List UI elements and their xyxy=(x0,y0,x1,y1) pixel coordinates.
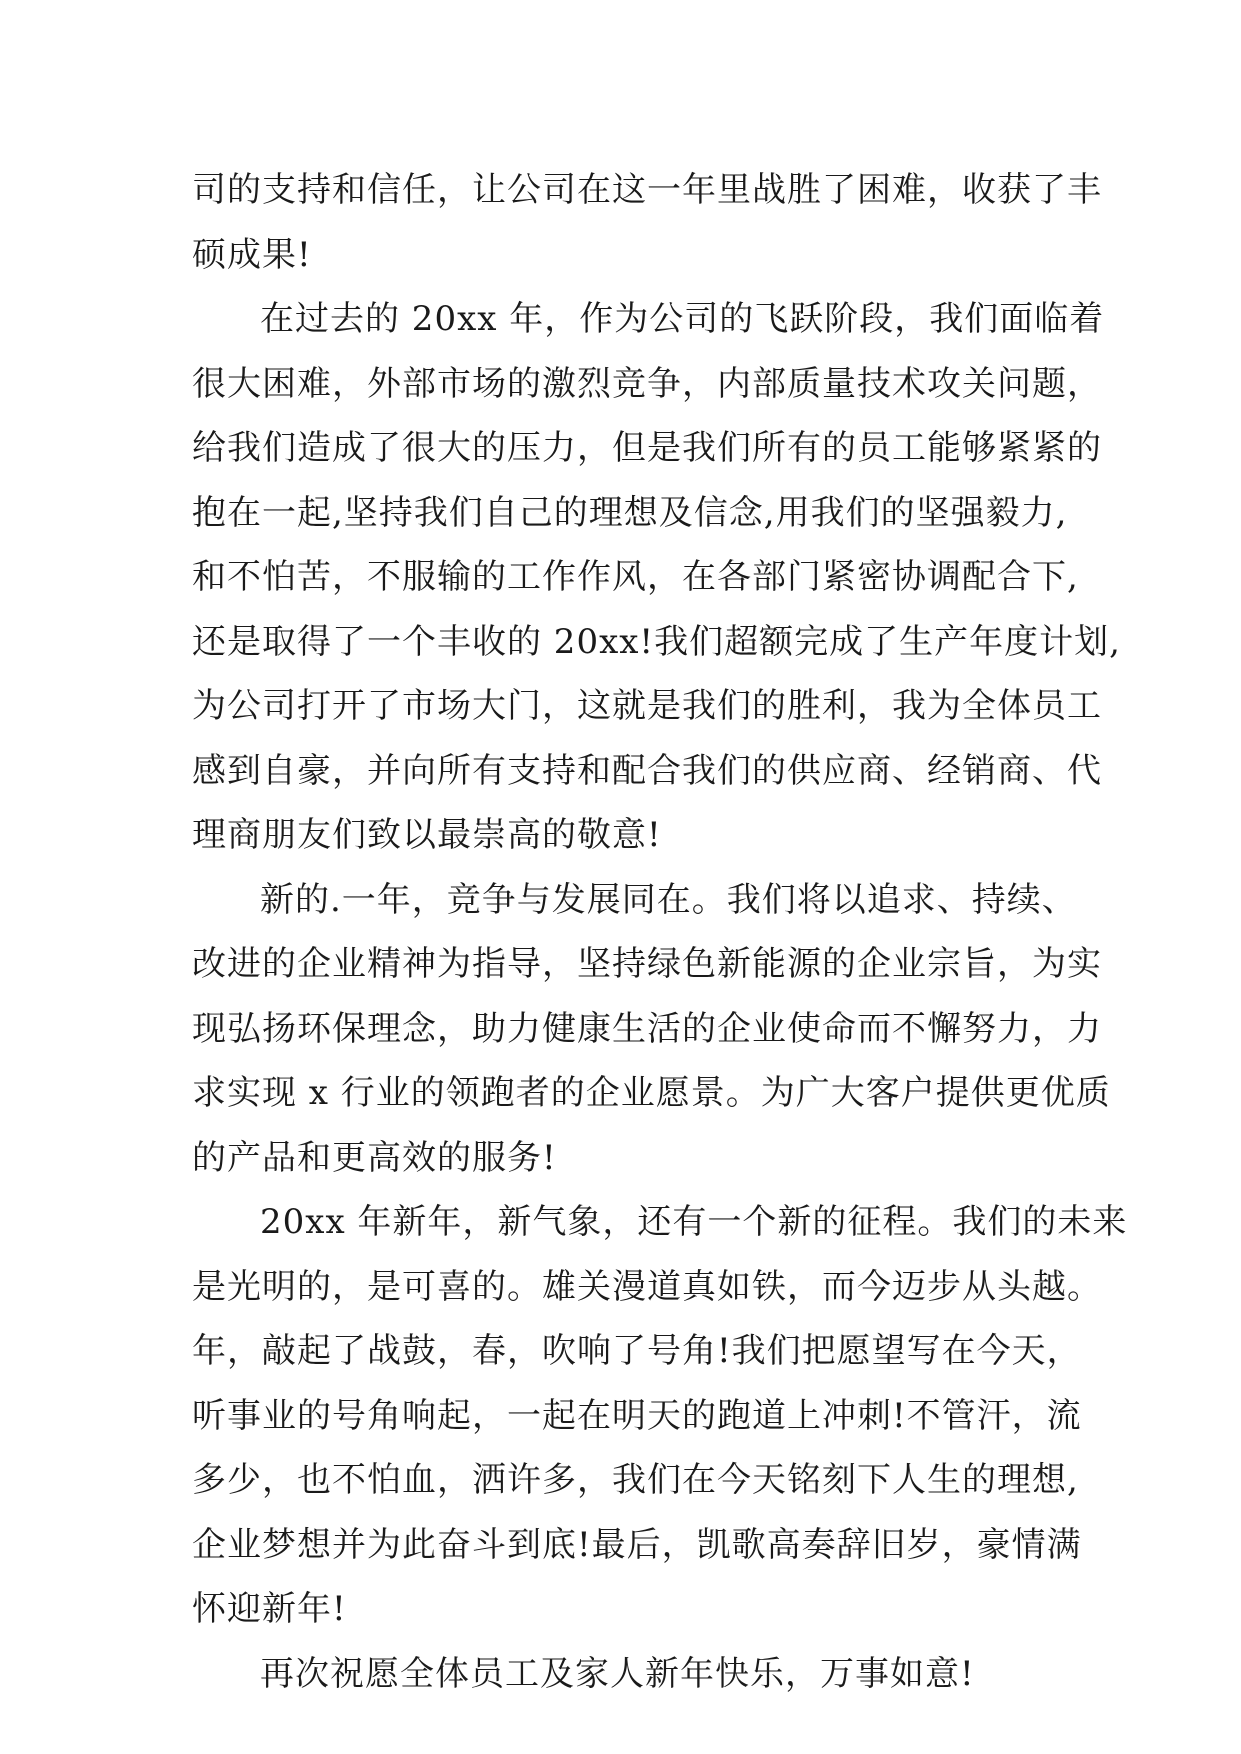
text-line: 听事业的号角响起，一起在明天的跑道上冲刺!不管汗，流 xyxy=(192,1395,1082,1436)
text-line: 求实现 x 行业的领跑者的企业愿景。为广大客户提供更优质 xyxy=(192,1073,1111,1113)
text-line: 企业梦想并为此奋斗到底!最后，凯歌高奏辞旧岁，豪情满 xyxy=(192,1524,1082,1565)
text-line: 很大困难，外部市场的激烈竞争，内部质量技术攻关问题， xyxy=(192,363,1102,404)
text-line: 年，敲起了战鼓，春，吹响了号角!我们把愿望写在今天， xyxy=(192,1331,1082,1371)
text-line: 感到自豪，并向所有支持和配合我们的供应商、经销商、代 xyxy=(192,750,1102,791)
text-line: 还是取得了一个丰收的 20xx!我们超额完成了生产年度计划, xyxy=(192,621,1121,662)
text-line: 抱在一起,坚持我们自己的理想及信念,用我们的坚强毅力, xyxy=(192,492,1068,533)
text-line: 改进的企业精神为指导，坚持绿色新能源的企业宗旨，为实 xyxy=(192,944,1102,984)
text-line: 现弘扬环保理念，助力健康生活的企业使命而不懈努力，力 xyxy=(192,1008,1102,1049)
text-line: 怀迎新年! xyxy=(192,1589,347,1629)
paragraph-start-line: 20xx 年新年，新气象，还有一个新的征程。我们的未来 xyxy=(260,1202,1128,1242)
body-text xyxy=(192,158,1128,1706)
text-line: 的产品和更高效的服务! xyxy=(192,1137,557,1178)
text-line: 是光明的，是可喜的。雄关漫道真如铁，而今迈步从头越。 xyxy=(192,1266,1102,1307)
text-line: 为公司打开了市场大门，这就是我们的胜利，我为全体员工 xyxy=(192,686,1102,726)
paragraph-start-line: 在过去的 20xx 年，作为公司的飞跃阶段，我们面临着 xyxy=(260,299,1105,339)
text-line: 硕成果! xyxy=(192,234,312,275)
text-line: 多少，也不怕血，洒许多，我们在今天铭刻下人生的理想, xyxy=(192,1460,1079,1500)
text-line: 司的支持和信任，让公司在这一年里战胜了困难，收获了丰 xyxy=(192,170,1102,210)
paragraph-start-line: 新的.一年，竞争与发展同在。我们将以追求、持续、 xyxy=(260,879,1077,920)
text-line: 理商朋友们致以最崇高的敬意! xyxy=(192,815,662,855)
text-line: 和不怕苦，不服输的工作作风，在各部门紧密协调配合下, xyxy=(192,557,1079,597)
paragraph-start-line: 再次祝愿全体员工及家人新年快乐，万事如意! xyxy=(260,1653,975,1694)
text-line: 给我们造成了很大的压力，但是我们所有的员工能够紧紧的 xyxy=(192,428,1102,468)
